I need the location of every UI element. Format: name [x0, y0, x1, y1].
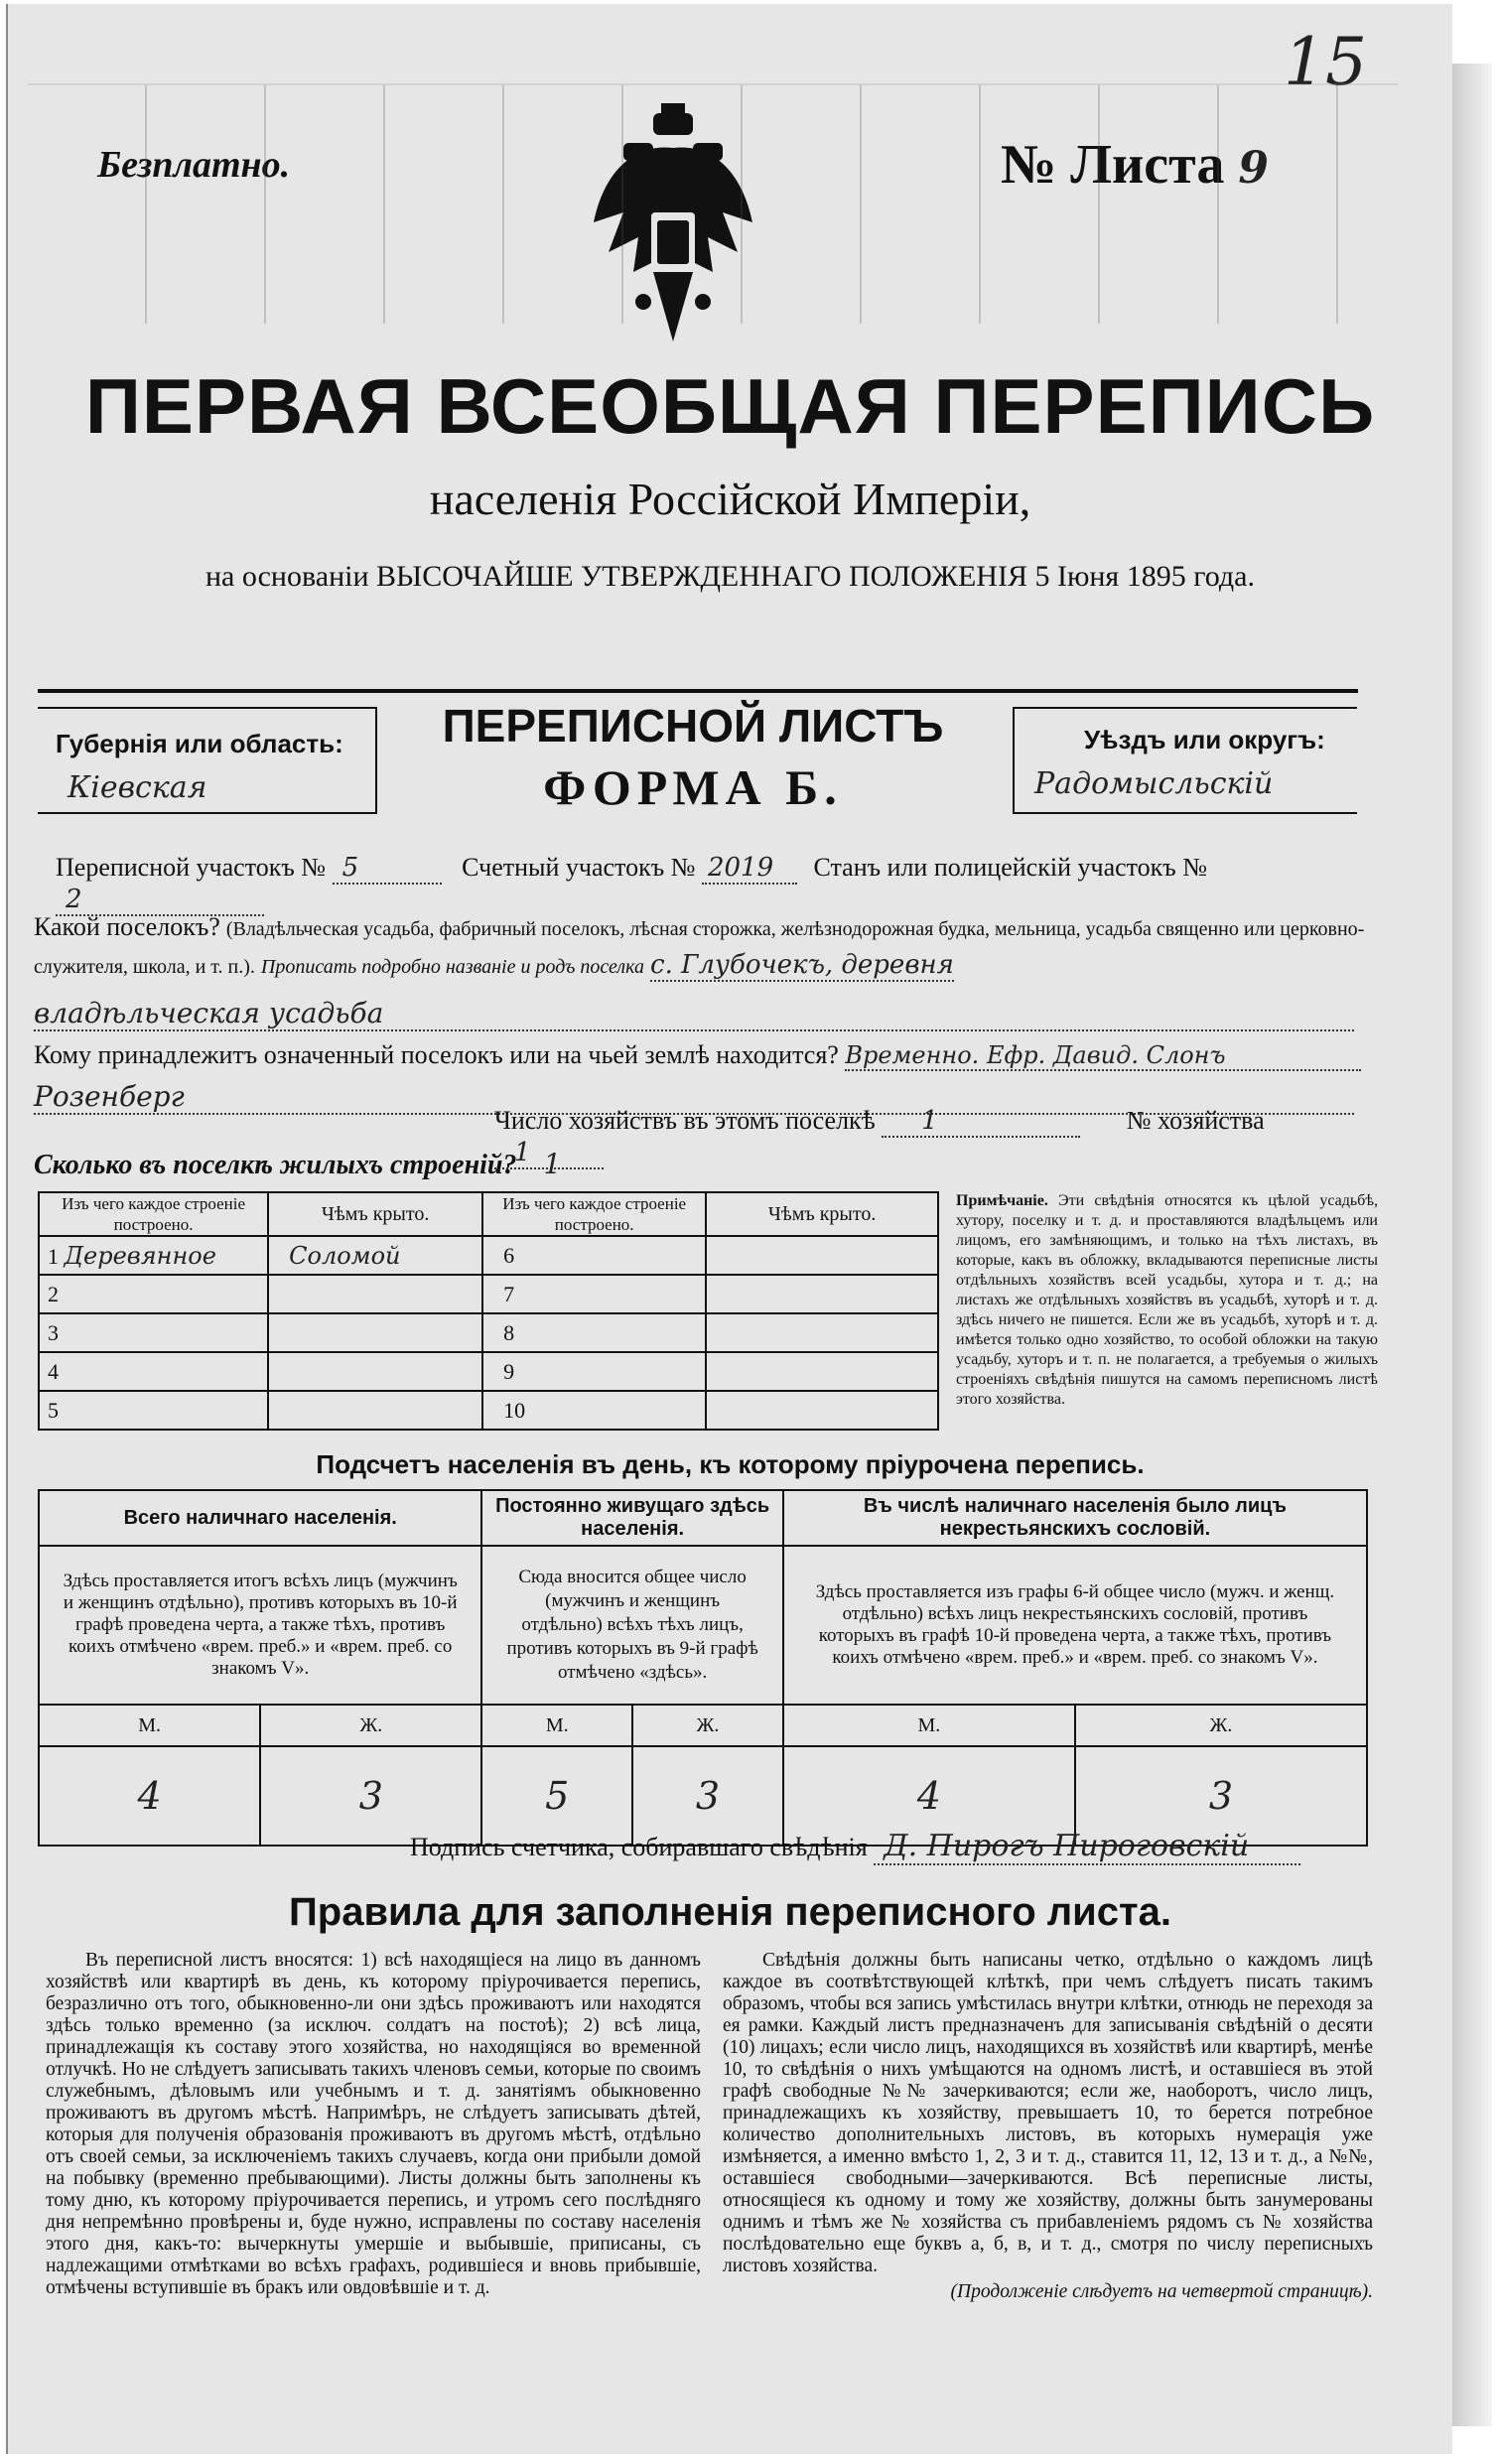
m-label: М.: [783, 1705, 1075, 1746]
col-roof-left: Чѣмъ крыто.: [268, 1192, 482, 1236]
rules-right-column: [723, 1950, 1373, 2303]
signature-value: Д. Пирогъ Пироговскій: [874, 1829, 1300, 1865]
col-material-left: Изъ чего каждое строеніе построено.: [39, 1192, 268, 1236]
note-label: Примѣчаніе.: [956, 1192, 1048, 1209]
count-desc-1: Сюда вносится общее число (мужчинъ и женщинъ отдѣльно) всѣхъ тѣхъ лицъ, противъ которыхъ въ 9-й графѣ отмѣчено «здѣсь».: [481, 1546, 782, 1705]
table-row: 10: [482, 1391, 706, 1430]
census-area-label: Переписной участокъ №: [56, 853, 327, 882]
buildings-value: 1: [543, 1148, 562, 1180]
roof-cell: Соломой: [268, 1236, 482, 1275]
settlement-hint: (Владѣльческая усадьба, фабричный поселокъ, лѣсная сторожка, желѣзнодорожная будка, мельница, усадьба священно или церковно-служителя, школа, и т. п.).: [34, 918, 1365, 978]
households-label: Число хозяйствъ въ этомъ поселкѣ: [494, 1106, 876, 1135]
province-label: Губернія или область:: [56, 729, 343, 758]
table-row: 9: [482, 1352, 706, 1391]
buildings-row: [34, 1148, 561, 1181]
rules-left-column: Въ переписной листъ вносятся: 1) всѣ находящіеся на лицо въ данномъ хозяйствѣ или квартирѣ въ день, къ которому пріурочивается перепись, безразлично отъ того, обыкновенно-ли они здѣсь проживаютъ или находятся здѣсь только временно (за исключ. солдатъ на постоѣ); 2) всѣ лица, принадлежащія къ составу этого хозяйства, но находящіяся во временной отлучкѣ. Но не слѣдуетъ записывать такихъ членовъ семьи, которые по своимъ служебнымъ, дѣловымъ или учебнымъ и т. д. занятіямъ обыкновенно проживаютъ въ другомъ мѣстѣ. Напримѣръ, не слѣдуетъ записывать дѣтей, которыя для полученія образованія проживаютъ въ другомъ мѣстѣ, отдѣльно отъ своей семьи, за исключеніемъ такихъ случаевъ, когда они прибыли домой на побывку (временно пребывающими). Листы должны быть заполнены къ тому дню, къ которому пріурочивается перепись, и утромъ сего послѣдняго дня непремѣнно провѣрены и, буде нужно, исправлены по составу населенія этого дня, какъ-то: вычеркнуты умершіе и выбывшіе, приписаны, съ надлежащими отмѣтками во всѣхъ графахъ, родившіеся и вновь прибывшіе, отмѣчены вступившіе въ бракъ или овдовѣвшіе и т. д.: [46, 1950, 701, 2298]
f-label: Ж.: [632, 1705, 783, 1746]
settlement-label: Какой поселокъ?: [34, 912, 220, 941]
free-label: Безплатно.: [97, 144, 291, 186]
m-label: М.: [39, 1705, 260, 1746]
signature-label: Подпись счетчика, собиравшаго свѣдѣнія: [410, 1833, 868, 1861]
count-value-f: 3: [1075, 1746, 1367, 1846]
count-header-2: Въ числѣ наличнаго населенія было лицъ некрестьянскихъ сословій.: [783, 1490, 1367, 1546]
count-header-1: Постоянно живущаго здѣсь населенія.: [481, 1490, 782, 1546]
households-row: [494, 1106, 1368, 1169]
table-row: 4: [39, 1352, 268, 1391]
count-value-m: 5: [481, 1746, 632, 1846]
col-roof-right: Чѣмъ крыто.: [706, 1192, 938, 1236]
column-header-strip: [28, 83, 1398, 324]
count-value-m: 4: [783, 1746, 1075, 1846]
count-title: Подсчетъ населенія въ день, къ которому пріурочена перепись.: [316, 1449, 1145, 1479]
main-title: ПЕРВАЯ ВСЕОБЩАЯ ПЕРЕПИСЬ: [84, 362, 1376, 450]
note-text: Эти свѣдѣнія относятся къ цѣлой усадьбѣ, хутору, поселку и т. д. и проставляются владѣльцемъ или лицомъ, его замѣняющимъ, и только на тѣхъ листахъ, въ которые, какъ въ обложку, вкладываются переписные листы отдѣльныхъ хозяйствъ всей усадьбы, хутора и т. д.; на листахъ же отдѣльныхъ хозяйствъ въ усадьбѣ, хуторѣ и т. д. здѣсь ничего не пишется. Если же въ усадьбѣ, хуторѣ и т. д. имѣется только одно хозяйство, то особой обложки на такую усадьбу, хуторъ и т. п. не полагается, а требуемыя о жилыхъ строеніяхъ свѣдѣнія пишутся на самомъ переписномъ листѣ этого хозяйства.: [956, 1192, 1378, 1408]
count-value-f: 3: [632, 1746, 783, 1846]
district-box: [1013, 707, 1357, 814]
f-label: Ж.: [260, 1705, 481, 1746]
district-label: Уѣздъ или округъ:: [1084, 725, 1325, 754]
settlement-row: [34, 909, 1369, 985]
table-row: 2: [39, 1275, 268, 1313]
col-material-right: Изъ чего каждое строеніе построено.: [482, 1192, 706, 1236]
table-row: 7: [482, 1275, 706, 1313]
sheet-label: № Листа: [1001, 134, 1225, 196]
owner-value-1: Временно. Ефр. Давид. Слонъ: [845, 1041, 1361, 1071]
household-no-label: № хозяйства: [1126, 1106, 1265, 1135]
census-area-row: [56, 853, 1366, 916]
table-row: 6: [482, 1236, 706, 1275]
census-sheet: [6, 4, 1452, 2454]
note-block: [956, 1191, 1378, 1410]
stan-value: 2: [56, 885, 264, 916]
count-header-0: Всего наличнаго населенія.: [39, 1490, 481, 1546]
buildings-table: [38, 1191, 939, 1431]
buildings-label: Сколько въ поселкѣ жилыхъ строеній?: [34, 1150, 517, 1180]
census-area-value: 5: [333, 853, 442, 885]
count-value-f: 3: [260, 1746, 481, 1846]
basis-line: на основаніи ВЫСОЧАЙШЕ УТВЕРЖДЕННАГО ПОЛОЖЕНІЯ 5 Іюня 1895 года.: [205, 560, 1255, 593]
stan-label: Станъ или полицейскій участокъ №: [813, 853, 1208, 882]
table-row: 1 Деревянное: [39, 1236, 268, 1275]
settlement-instr: Прописать подробно названіе и родъ поселка: [260, 956, 645, 978]
count-table: [38, 1489, 1368, 1847]
form-header-band: [38, 689, 1358, 693]
count-value-m: 4: [39, 1746, 260, 1846]
f-label: Ж.: [1075, 1705, 1367, 1746]
rules-title: Правила для заполненія переписного листа.: [289, 1890, 1171, 1934]
households-value: 1: [882, 1106, 1080, 1138]
table-row: 5: [39, 1391, 268, 1430]
district-value: Радомысльскій: [1034, 766, 1274, 801]
form-name: ФОРМА Б.: [543, 759, 843, 815]
sheet-title: ПЕРЕПИСНОЙ ЛИСТЪ: [442, 700, 944, 752]
subtitle: населенія Россійской Имперіи,: [429, 474, 1031, 524]
owner-row: [34, 1040, 1369, 1071]
province-box: [38, 707, 377, 814]
rules-continued: (Продолженіе слѣдуетъ на четвертой страницѣ).: [950, 2281, 1373, 2302]
sheet-number-value: 9: [1238, 143, 1269, 194]
settlement-value-1: с. Глубочекъ, деревня: [650, 950, 954, 980]
owner-label: Кому принадлежитъ означенный поселокъ или на чьей землѣ находится?: [34, 1040, 839, 1069]
province-value: Кіевская: [68, 770, 207, 805]
household-no-value: 1: [494, 1138, 604, 1169]
signature-row: [410, 1829, 1300, 1865]
settlement-value-2: владѣльческая усадьба: [34, 997, 1354, 1031]
table-row: 8: [482, 1313, 706, 1352]
count-desc-0: Здѣсь проставляется итогъ всѣхъ лицъ (мужчинъ и женщинъ отдѣльно), противъ которыхъ въ 10-й графѣ проведена черта, а также тѣхъ, противъ коихъ отмѣчено «врем. преб.» и «врем. преб. со знакомъ V».: [39, 1546, 481, 1705]
m-label: М.: [481, 1705, 632, 1746]
rules-right-text: Свѣдѣнія должны быть написаны четко, отдѣльно о каждомъ лицѣ каждое въ соотвѣтствующей клѣткѣ, при чемъ слѣдуетъ писать такимъ образомъ, чтобы вся запись умѣстилась внутри клѣтки, отнюдь не переходя за ея рамки. Каждый листъ предназначенъ для записыванія свѣдѣній о десяти (10) лицахъ; если число лицъ, находящихся въ хозяйствѣ или квартирѣ, менѣе 10, то свѣдѣнія о нихъ умѣщаются на одномъ листѣ, и оставшіеся въ этой графѣ свободные №№ зачеркиваются; если же, наоборотъ, число лицъ, принадлежащихъ къ хозяйству, превышаетъ 10, то берется потребное количество дополнительныхъ листовъ, въ которыхъ нумерація уже измѣняется, а именно вмѣсто 1, 2, 3 и т. д., ставится 11, 12, 13 и т. д., а №№, оставшіеся свободными—зачеркиваются. Всѣ переписные листы, относящіеся къ одному и тому же хозяйству, должны быть занумерованы однимъ и тѣмъ же № хозяйства съ прибавленіемъ рядомъ съ № хозяйства послѣдовательно еще буквъ а, б, в, и т. д., смотря по числу переписныхъ листовъ хозяйства.: [723, 1950, 1373, 2276]
page-mark: 15: [1284, 24, 1367, 100]
count-desc-2: Здѣсь проставляется изъ графы 6-й общее число (мужч. и женщ. отдѣльно) всѣхъ лицъ некрестьянскихъ сословій, противъ которыхъ въ графѣ 10-й проведена черта, а также тѣхъ, противъ коихъ отмѣчено «врем. преб.» и «врем. преб. со знакомъ V».: [783, 1546, 1367, 1705]
count-area-label: Счетный участокъ №: [462, 853, 696, 882]
table-row: 3: [39, 1313, 268, 1352]
owner-value-2: Розенберг: [34, 1080, 1354, 1115]
count-area-value: 2019: [702, 853, 797, 885]
